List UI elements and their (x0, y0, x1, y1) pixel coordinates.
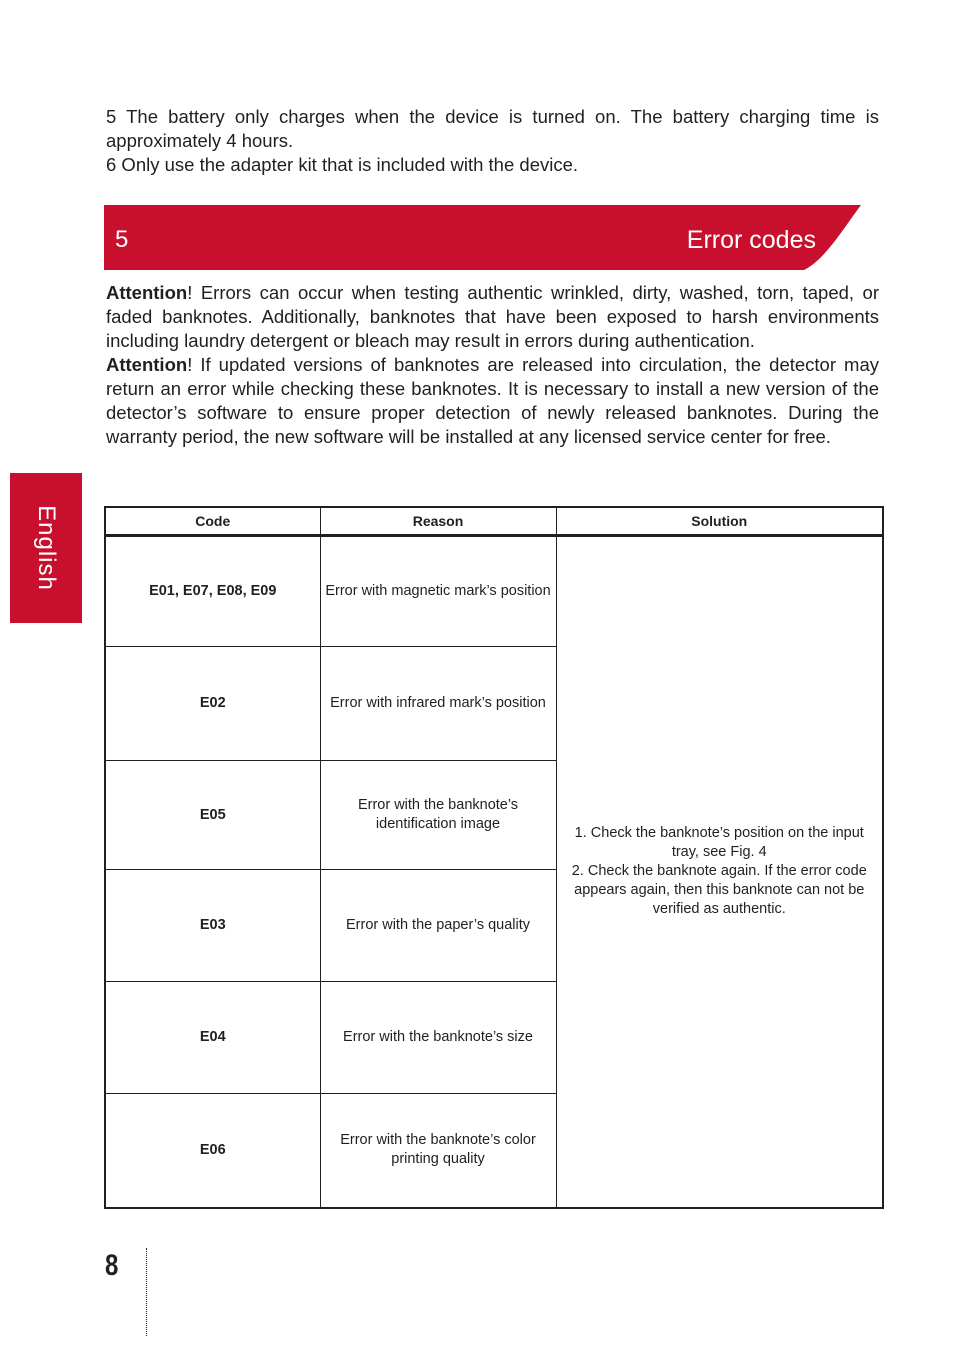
error-code: E03 (105, 870, 320, 982)
header-solution: Solution (556, 507, 883, 536)
intro-notes (106, 105, 879, 177)
error-reason: Error with the paper’s quality (320, 870, 556, 982)
error-reason: Error with the banknote’s size (320, 982, 556, 1094)
table-header-row (105, 507, 883, 536)
error-reason: Error with infrared mark’s position (320, 647, 556, 761)
error-reason: Error with magnetic mark’s position (320, 536, 556, 647)
attention-label: Attention (106, 282, 188, 303)
attention-label: Attention (106, 354, 188, 375)
attention-notes (106, 281, 879, 449)
error-code: E04 (105, 982, 320, 1094)
header-code: Code (105, 507, 320, 536)
error-code: E02 (105, 647, 320, 761)
header-reason: Reason (320, 507, 556, 536)
attention-text: ! If updated versions of banknotes are released into circulation, the detector may return an error while checking these banknotes. It is necessary to install a new version of the detector’s software to ensure proper detection of newly released banknotes. During the warranty period, the new software will be installed at any licensed service center for free. (106, 354, 879, 447)
error-codes-table (104, 506, 884, 1209)
note-5: 5 The battery only charges when the device is turned on. The battery charging time is approximately 4 hours. (106, 106, 879, 151)
section-banner (104, 205, 861, 270)
error-code: E06 (105, 1094, 320, 1208)
error-code: E05 (105, 761, 320, 870)
error-code: E01, E07, E08, E09 (105, 536, 320, 647)
section-number: 5 (115, 226, 129, 253)
language-tab (10, 473, 82, 623)
table-row (105, 536, 883, 647)
page-number: 8 (105, 1249, 119, 1282)
error-solution: 1. Check the banknote’s position on the input tray, see Fig. 4 2. Check the banknote again. If the error code appears again, then this banknote can not be verified as authentic. (556, 536, 883, 1208)
section-title: Error codes (686, 226, 816, 254)
attention-text: ! Errors can occur when testing authentic wrinkled, dirty, washed, torn, taped, or faded banknotes. Additionally, banknotes that have been exposed to harsh environments including laundry detergent or bleach may result in errors during authentication. (106, 282, 879, 351)
dotted-divider (146, 1248, 147, 1336)
note-6: 6 Only use the adapter kit that is included with the device. (106, 154, 579, 175)
error-reason: Error with the banknote’s identification image (320, 761, 556, 870)
attention-paragraph (106, 281, 879, 353)
error-reason: Error with the banknote’s color printing quality (320, 1094, 556, 1208)
attention-paragraph (106, 353, 879, 449)
language-label: English (33, 505, 60, 591)
